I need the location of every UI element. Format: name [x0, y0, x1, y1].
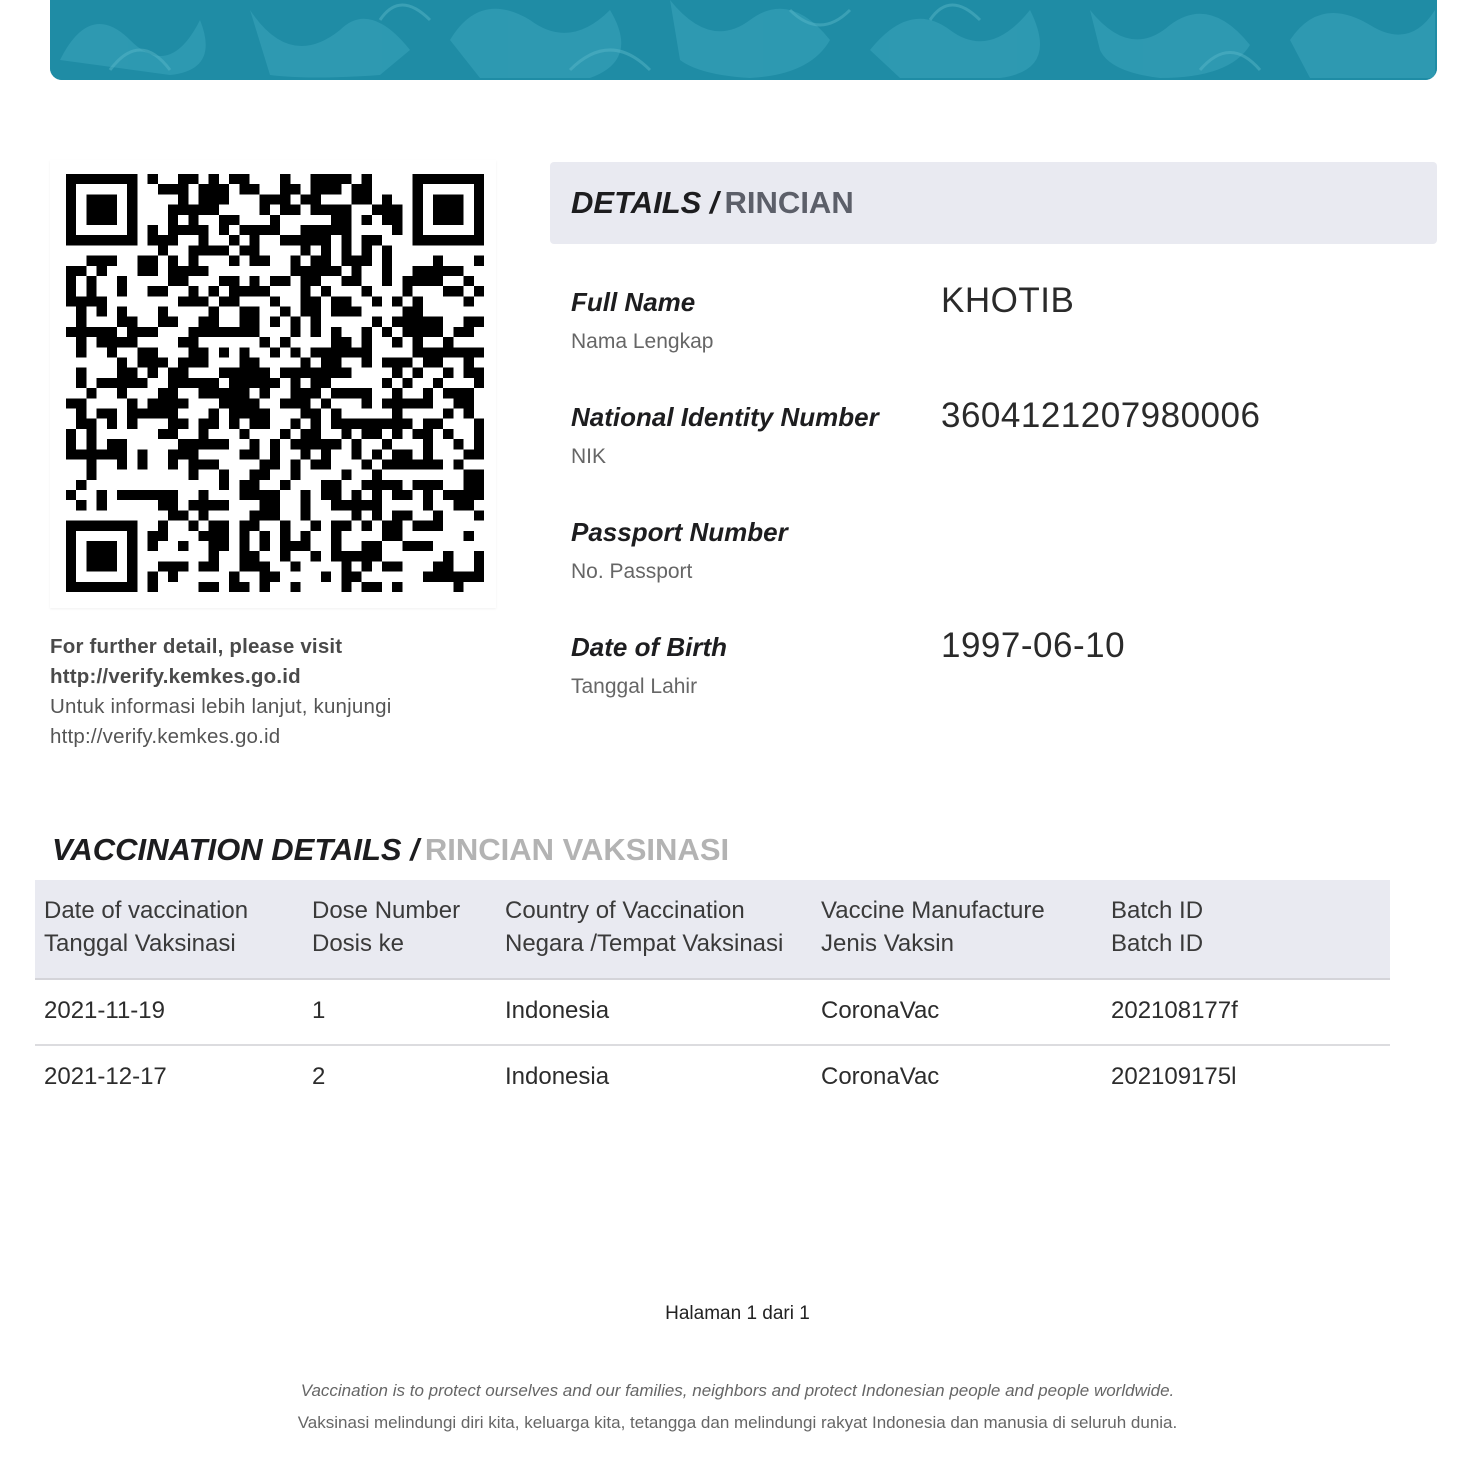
field-label-id: Tanggal Lahir — [571, 675, 698, 698]
field-label-en: Passport Number — [571, 517, 788, 547]
qr-code — [50, 160, 496, 608]
footer-text-en: Vaccination is to protect ourselves and our families, neighbors and protect Indonesian people and people worldwide. — [300, 1381, 1175, 1400]
field-value: 3604121207980006 — [941, 396, 1261, 435]
cell-date: 2021-11-19 — [44, 997, 165, 1024]
cell-date: 2021-12-17 — [44, 1063, 167, 1090]
field-label-id: No. Passport — [571, 560, 693, 583]
header-dose-number — [312, 894, 460, 960]
qr-code-image — [66, 173, 484, 593]
qr-finder-pattern — [71, 179, 132, 240]
field-label-en: National Identity Number — [571, 402, 879, 432]
verify-note-en: For further detail, please visit http://verify.kemkes.go.id — [50, 635, 343, 688]
vaccination-title-en: VACCINATION DETAILS / — [52, 832, 419, 867]
field-date-of-birth — [571, 626, 1431, 712]
header-en: Dose Number — [312, 897, 461, 924]
page-number: Halaman 1 dari 1 — [665, 1303, 810, 1324]
header-en: Vaccine Manufacture — [821, 897, 1045, 924]
qr-finder-pattern — [71, 526, 132, 587]
header-date-of-vaccination — [44, 894, 248, 960]
qr-finder-pattern — [418, 179, 479, 240]
header-country-of-vaccination — [505, 894, 783, 960]
header-batch-id — [1111, 894, 1203, 960]
field-full-name — [571, 281, 1431, 367]
cell-dose: 2 — [312, 1063, 326, 1090]
header-en: Country of Vaccination — [505, 897, 745, 924]
table-row — [35, 1046, 1390, 1110]
header-id: Dosis ke — [312, 930, 405, 957]
field-label-id: NIK — [571, 445, 607, 468]
verify-note-id: Untuk informasi lebih lanjut, kunjungi http://verify.kemkes.go.id — [50, 695, 392, 748]
cell-dose: 1 — [312, 997, 326, 1024]
banner-pattern — [50, 0, 1437, 80]
table-row — [35, 980, 1390, 1046]
cell-country: Indonesia — [505, 1063, 610, 1090]
header-id: Batch ID — [1111, 930, 1204, 957]
header-en: Batch ID — [1111, 897, 1204, 924]
field-label-en: Full Name — [571, 287, 696, 317]
cell-batch-id: 202108177f — [1111, 997, 1238, 1024]
details-title-id: RINCIAN — [724, 185, 854, 220]
field-value: KHOTIB — [941, 281, 1075, 320]
details-title-en: DETAILS / — [571, 185, 719, 220]
footer-text-id: Vaksinasi melindungi diri kita, keluarga kita, tetangga dan melindungi rakyat Indonesia dan manusia di seluruh dunia. — [297, 1413, 1178, 1432]
header-en: Date of vaccination — [44, 897, 249, 924]
field-national-identity-number — [571, 396, 1431, 482]
verify-note — [50, 632, 490, 752]
header-vaccine-manufacture — [821, 894, 1045, 960]
field-value: 1997-06-10 — [941, 626, 1126, 665]
header-banner — [50, 0, 1437, 80]
header-id: Jenis Vaksin — [821, 930, 954, 957]
table-header-row — [35, 880, 1390, 980]
cell-vaccine: CoronaVac — [821, 1063, 940, 1090]
field-passport-number — [571, 517, 1431, 597]
cell-vaccine: CoronaVac — [821, 997, 940, 1024]
details-header — [550, 162, 1437, 244]
vaccination-table — [35, 880, 1390, 1110]
header-id: Negara /Tempat Vaksinasi — [505, 930, 784, 957]
cell-batch-id: 202109175l — [1111, 1063, 1237, 1090]
vaccination-title — [52, 832, 729, 868]
header-id: Tanggal Vaksinasi — [44, 930, 236, 957]
vaccination-title-id: RINCIAN VAKSINASI — [424, 832, 730, 867]
field-label-id: Nama Lengkap — [571, 330, 714, 353]
cell-country: Indonesia — [505, 997, 610, 1024]
field-label-en: Date of Birth — [571, 632, 727, 662]
